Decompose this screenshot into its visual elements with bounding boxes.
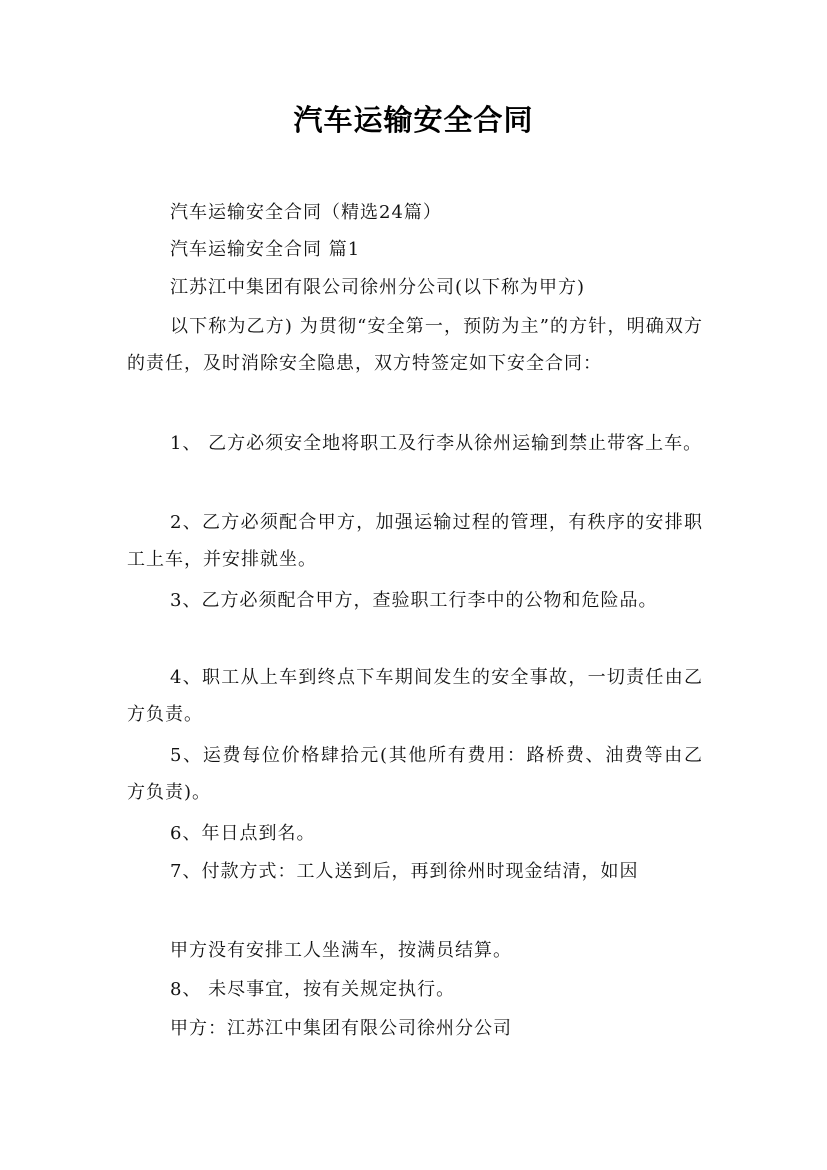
paragraph-clause-6: 6、年日点到名。	[170, 823, 316, 844]
paragraph-subtitle: 汽车运输安全合同（精选24篇）	[170, 202, 442, 223]
paragraph-clause-8: 8、 未尽事宜，按有关规定执行。	[170, 979, 456, 1000]
paragraph-clause-7: 7、付款方式：工人送到后，再到徐州时现金结清，如因	[170, 861, 639, 882]
paragraph-section-heading: 汽车运输安全合同 篇1	[170, 239, 361, 260]
paragraph-signature-party-a: 甲方：江苏江中集团有限公司徐州分公司	[170, 1018, 512, 1039]
paragraph-clause-4: 4、职工从上车到终点下车期间发生的安全事故，一切责任由乙方负责。	[127, 667, 703, 725]
paragraph-clause-3: 3、乙方必须配合甲方，查验职工行李中的公物和危险品。	[170, 590, 658, 611]
paragraph-party-a: 江苏江中集团有限公司徐州分公司(以下称为甲方)	[170, 277, 586, 298]
document-title: 汽车运输安全合同	[293, 103, 534, 137]
paragraph-clause-2: 2、乙方必须配合甲方，加强运输过程的管理，有秩序的安排职工上车，并安排就坐。	[127, 512, 703, 570]
paragraph-clause-7-cont: 甲方没有安排工人坐满车，按满员结算。	[170, 940, 512, 961]
paragraph-clause-5: 5、运费每位价格肆拾元(其他所有费用：路桥费、油费等由乙方负责)。	[127, 745, 703, 803]
paragraph-clause-1: 1、 乙方必须安全地将职工及行李从徐州运输到禁止带客上车。	[170, 433, 703, 454]
paragraph-intro: 以下称为乙方) 为贯彻“安全第一，预防为主”的方针，明确双方的责任，及时消除安全隐患，双方特签定如下安全合同：	[127, 316, 703, 374]
